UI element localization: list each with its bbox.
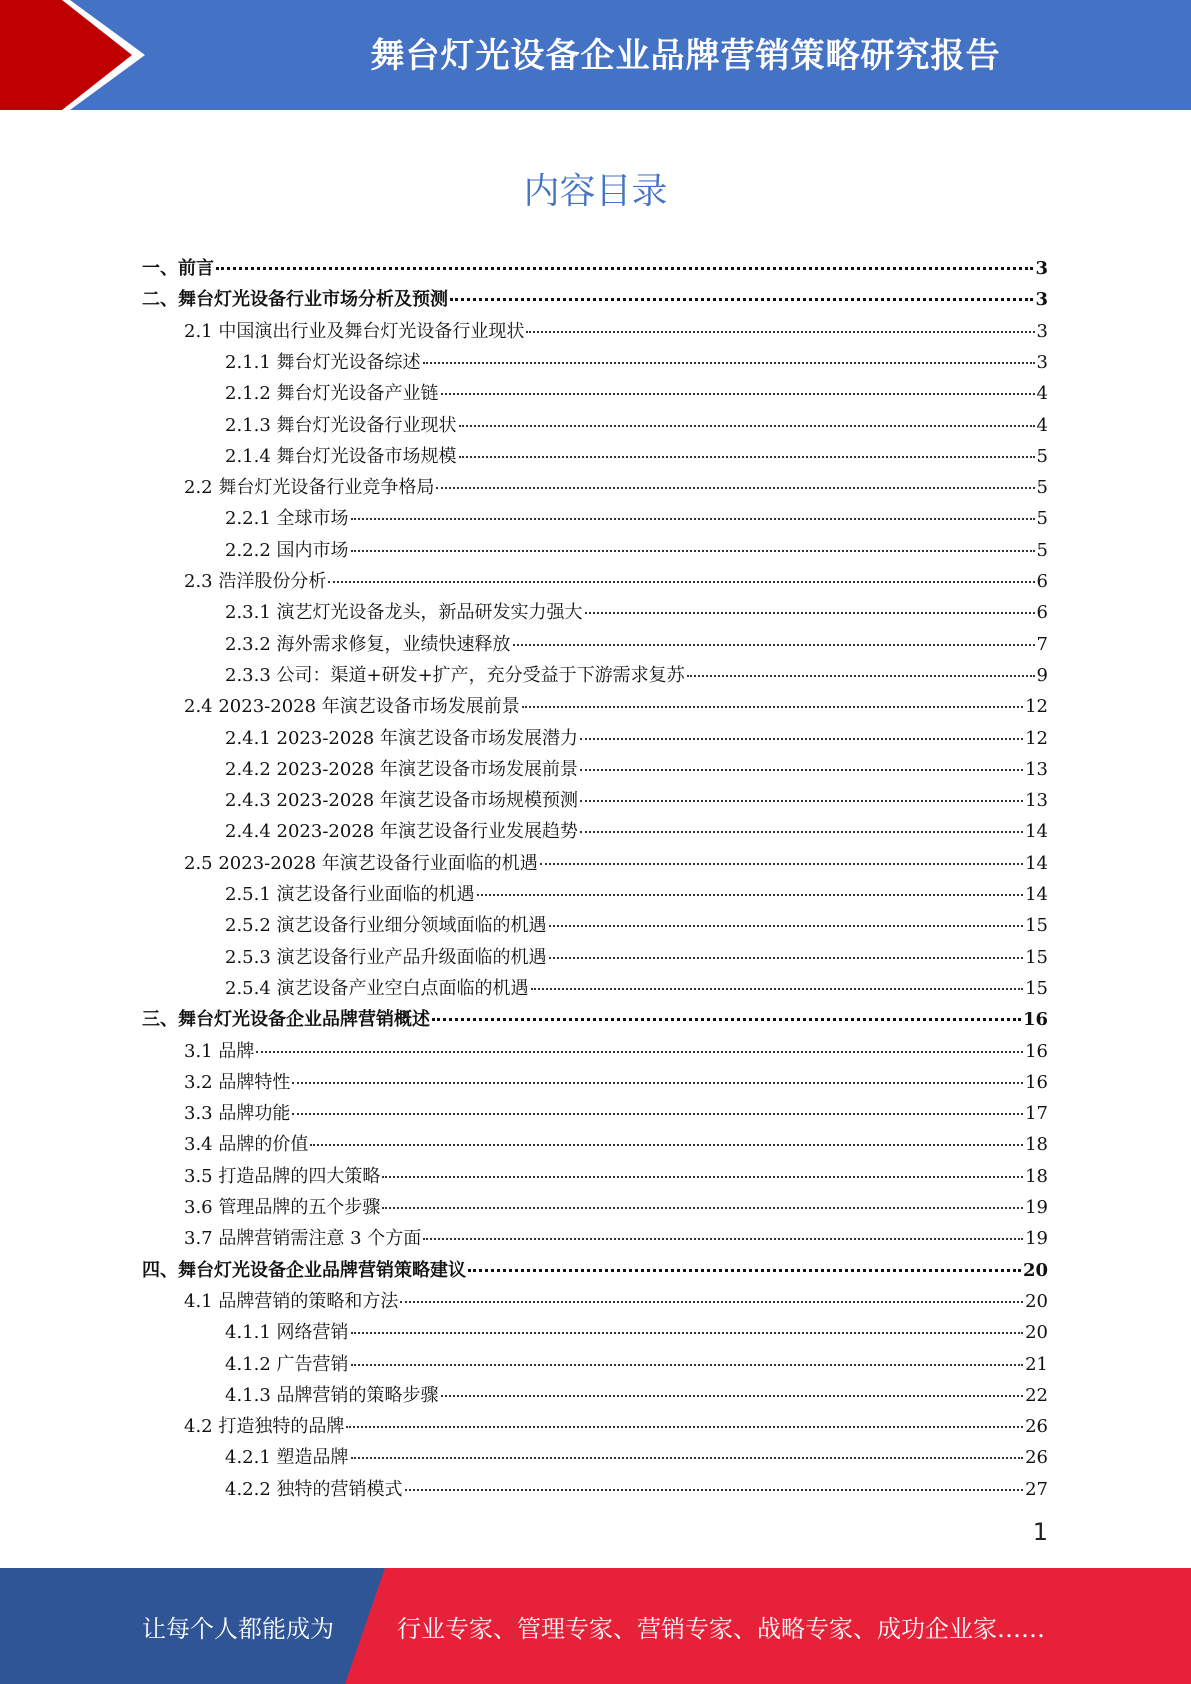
toc-entry[interactable] — [184, 691, 1048, 722]
toc-dot-leader — [346, 1425, 1023, 1428]
toc-entry[interactable] — [225, 597, 1048, 628]
toc-entry-label: 2.3.2 海外需求修复，业绩快速释放 — [225, 633, 511, 655]
toc-entry[interactable] — [225, 1474, 1048, 1505]
toc-entry-page: 13 — [1025, 758, 1048, 780]
toc-entry-label: 2.4.3 2023-2028 年演艺设备市场规模预测 — [225, 790, 578, 812]
toc-entry-page: 5 — [1036, 508, 1048, 530]
toc-entry-page: 15 — [1025, 915, 1048, 937]
toc-entry-page: 3 — [1036, 320, 1048, 342]
toc-entry-label: 2.4.2 2023-2028 年演艺设备市场发展前景 — [225, 758, 578, 780]
toc-entry-page: 4 — [1036, 383, 1048, 405]
toc-dot-leader — [585, 611, 1035, 614]
toc-entry-label: 2.1.3 舞台灯光设备行业现状 — [225, 414, 457, 436]
report-title: 舞台灯光设备企业品牌营销策略研究报告 — [370, 35, 1001, 76]
toc-entry[interactable] — [184, 472, 1048, 503]
page-number: 1 — [1032, 1518, 1048, 1546]
toc-entry-page: 15 — [1025, 946, 1048, 968]
toc-entry-label: 3.5 打造品牌的四大策略 — [184, 1165, 381, 1187]
toc-entry-label: 2.5.3 演艺设备行业产品升级面临的机遇 — [225, 946, 547, 968]
toc-dot-leader — [382, 1175, 1023, 1178]
toc-dot-leader — [351, 1363, 1024, 1366]
toc-entry[interactable] — [225, 973, 1048, 1004]
toc-entry-page: 3 — [1035, 289, 1048, 311]
toc-entry-label: 2.4 2023-2028 年演艺设备市场发展前景 — [184, 696, 520, 718]
toc-entry-page: 26 — [1025, 1416, 1048, 1438]
toc-entry-label: 四、舞台灯光设备企业品牌营销策略建议 — [142, 1259, 466, 1281]
toc-entry[interactable] — [184, 566, 1048, 597]
toc-dot-leader — [310, 1143, 1023, 1146]
toc-entry-label: 3.2 品牌特性 — [184, 1071, 291, 1093]
toc-entry-page: 20 — [1025, 1322, 1048, 1344]
toc-entry-label: 2.5.4 演艺设备产业空白点面临的机遇 — [225, 977, 529, 999]
toc-entry-label: 4.1.1 网络营销 — [225, 1322, 349, 1344]
toc-entry-label: 2.5.1 演艺设备行业面临的机遇 — [225, 884, 475, 905]
toc-entry-label: 2.3.1 演艺灯光设备龙头，新品研发实力强大 — [225, 602, 583, 624]
toc-dot-leader — [459, 455, 1035, 458]
toc-dot-leader — [216, 266, 1033, 270]
toc-entry-page: 3 — [1036, 351, 1048, 373]
toc-entry[interactable] — [184, 1286, 1048, 1317]
toc-dot-leader — [580, 830, 1023, 833]
toc-entry-label: 2.5.2 演艺设备行业细分领域面临的机遇 — [225, 915, 547, 937]
toc-dot-leader — [436, 486, 1034, 489]
toc-entry-page: 5 — [1036, 477, 1048, 499]
toc-entry[interactable] — [225, 535, 1048, 566]
toc-entry-label: 2.5 2023-2028 年演艺设备行业面临的机遇 — [184, 852, 538, 874]
toc-dot-leader — [292, 1112, 1023, 1115]
toc-entry-page: 6 — [1036, 571, 1048, 592]
toc-entry[interactable] — [225, 785, 1048, 816]
toc-entry-page: 17 — [1025, 1103, 1048, 1125]
toc-entry[interactable] — [225, 410, 1048, 441]
toc-entry-label: 2.2.1 全球市场 — [225, 508, 349, 530]
toc-entry-label: 2.4.4 2023-2028 年演艺设备行业发展趋势 — [225, 821, 578, 843]
toc-dot-leader — [580, 799, 1023, 802]
toc-entry[interactable] — [225, 879, 1048, 910]
toc-dot-leader — [477, 893, 1024, 896]
toc-dot-leader — [531, 987, 1024, 990]
footer-banner — [0, 1568, 1191, 1684]
toc-entry-page: 27 — [1025, 1478, 1048, 1500]
toc-entry-page: 12 — [1025, 727, 1048, 749]
toc-entry-page: 3 — [1035, 258, 1048, 279]
toc-entry[interactable] — [184, 1036, 1048, 1067]
toc-entry-page: 13 — [1025, 790, 1048, 812]
toc-entry-page: 9 — [1036, 664, 1048, 686]
toc-dot-leader — [423, 361, 1035, 364]
toc-entry[interactable] — [184, 848, 1048, 879]
toc-entry[interactable] — [225, 660, 1048, 691]
toc-entry[interactable] — [225, 629, 1048, 660]
toc-dot-leader — [580, 768, 1023, 771]
toc-entry[interactable] — [225, 910, 1048, 941]
toc-entry[interactable] — [225, 1317, 1048, 1348]
toc-entry-label: 二、舞台灯光设备行业市场分析及预测 — [142, 289, 448, 311]
toc-entry-label: 2.3 浩洋股份分析 — [184, 571, 327, 592]
toc-dot-leader — [351, 517, 1035, 520]
toc-entry-page: 14 — [1025, 852, 1048, 874]
toc-entry-label: 4.2.1 塑造品牌 — [225, 1447, 349, 1469]
toc-entry-label: 3.3 品牌功能 — [184, 1103, 291, 1125]
toc-entry-label: 3.1 品牌 — [184, 1040, 255, 1062]
footer-slogan-left: 让每个人都能成为 — [142, 1614, 334, 1643]
toc-entry-page: 20 — [1022, 1259, 1048, 1281]
toc-entry-label: 一、前言 — [142, 258, 214, 279]
toc-dot-leader — [351, 1456, 1024, 1459]
toc-entry[interactable] — [225, 754, 1048, 785]
toc-entry-label: 2.2.2 国内市场 — [225, 539, 349, 561]
toc-dot-leader — [328, 580, 1034, 583]
toc-entry-label: 4.2 打造独特的品牌 — [184, 1416, 345, 1438]
toc-entry[interactable] — [225, 1349, 1048, 1380]
toc-entry-page: 7 — [1036, 633, 1048, 655]
toc-dot-leader — [423, 1237, 1023, 1240]
toc-entry-page: 16 — [1022, 1009, 1048, 1031]
toc-dot-leader — [441, 392, 1035, 395]
toc-entry[interactable] — [184, 1223, 1048, 1254]
toc-entry[interactable] — [225, 1442, 1048, 1473]
toc-entry[interactable] — [225, 942, 1048, 973]
toc-dot-leader — [468, 1268, 1021, 1272]
toc-dot-leader — [687, 674, 1035, 677]
toc-dot-leader — [540, 862, 1023, 865]
toc-dot-leader — [459, 424, 1035, 427]
toc-entry-page: 12 — [1025, 696, 1048, 718]
toc-dot-leader — [441, 1394, 1024, 1397]
toc-entry-page: 5 — [1036, 539, 1048, 561]
toc-entry-page: 19 — [1025, 1197, 1048, 1218]
toc-entry-label: 4.2.2 独特的营销模式 — [225, 1478, 403, 1500]
toc-heading: 内容目录 — [523, 171, 668, 212]
toc-entry[interactable] — [225, 378, 1048, 409]
toc-entry-label: 3.7 品牌营销需注意 3 个方面 — [184, 1228, 422, 1250]
toc-entry[interactable] — [225, 1380, 1048, 1411]
toc-entry-page: 18 — [1025, 1165, 1048, 1187]
toc-dot-leader — [400, 1300, 1023, 1303]
toc-entry-page: 26 — [1025, 1447, 1048, 1469]
toc-dot-leader — [450, 297, 1033, 301]
header-banner — [0, 0, 1191, 110]
toc-entry[interactable] — [142, 1255, 1048, 1286]
toc-entry-page: 14 — [1025, 821, 1048, 843]
toc-entry-page: 20 — [1025, 1290, 1048, 1312]
toc-dot-leader — [549, 924, 1024, 927]
toc-entry-page: 19 — [1025, 1228, 1048, 1250]
toc-entry-page: 16 — [1025, 1071, 1048, 1093]
toc-entry[interactable] — [184, 316, 1048, 347]
toc-entry[interactable] — [184, 1098, 1048, 1129]
toc-entry-label: 2.1 中国演出行业及舞台灯光设备行业现状 — [184, 320, 525, 342]
toc-dot-leader — [382, 1206, 1023, 1209]
toc-entry[interactable] — [225, 441, 1048, 472]
toc-entry-page: 5 — [1036, 445, 1048, 467]
toc-entry-page: 22 — [1025, 1384, 1048, 1406]
toc-entry-label: 4.1 品牌营销的策略和方法 — [184, 1290, 399, 1312]
toc-entry[interactable] — [225, 723, 1048, 754]
toc-entry[interactable] — [184, 1129, 1048, 1160]
toc-dot-leader — [522, 705, 1023, 708]
toc-entry-page: 16 — [1025, 1040, 1048, 1062]
toc-entry[interactable] — [184, 1411, 1048, 1442]
toc-entry[interactable] — [142, 284, 1048, 315]
toc-entry[interactable] — [184, 1161, 1048, 1192]
toc-entry-page: 21 — [1025, 1353, 1048, 1375]
toc-dot-leader — [292, 1081, 1023, 1084]
toc-entry-label: 2.1.4 舞台灯光设备市场规模 — [225, 445, 457, 467]
toc-dot-leader — [580, 737, 1023, 740]
toc-entry[interactable] — [184, 1192, 1048, 1223]
toc-entry-page: 15 — [1025, 977, 1048, 999]
toc-dot-leader — [549, 956, 1024, 959]
toc-entry[interactable] — [184, 1067, 1048, 1098]
toc-entry[interactable] — [142, 253, 1048, 284]
toc-entry[interactable] — [225, 816, 1048, 847]
toc-dot-leader — [513, 643, 1035, 646]
toc-entry-label: 三、舞台灯光设备企业品牌营销概述 — [142, 1009, 430, 1031]
toc-dot-leader — [351, 1331, 1024, 1334]
toc-entry-label: 3.4 品牌的价值 — [184, 1134, 309, 1156]
toc-dot-leader — [256, 1050, 1023, 1053]
toc-dot-leader — [526, 330, 1034, 333]
toc-entry-page: 14 — [1025, 884, 1048, 905]
toc-entry-label: 4.1.3 品牌营销的策略步骤 — [225, 1384, 439, 1406]
toc-entry-label: 2.2 舞台灯光设备行业竞争格局 — [184, 477, 435, 499]
toc-entry-label: 2.1.2 舞台灯光设备产业链 — [225, 383, 439, 405]
toc-entry-page: 18 — [1025, 1134, 1048, 1156]
toc-entry-label: 2.1.1 舞台灯光设备综述 — [225, 351, 421, 373]
toc-entry-label: 2.3.3 公司：渠道+研发+扩产，充分受益于下游需求复苏 — [225, 664, 685, 686]
toc-entry-label: 2.4.1 2023-2028 年演艺设备市场发展潜力 — [225, 727, 578, 749]
toc-entry[interactable] — [142, 1004, 1048, 1035]
toc-entry[interactable] — [225, 347, 1048, 378]
toc-entry-label: 4.1.2 广告营销 — [225, 1353, 349, 1375]
toc-entry-page: 4 — [1036, 414, 1048, 436]
toc-entry[interactable] — [225, 503, 1048, 534]
toc-entry-label: 3.6 管理品牌的五个步骤 — [184, 1197, 381, 1218]
toc-dot-leader — [432, 1017, 1021, 1021]
toc-dot-leader — [405, 1488, 1024, 1491]
footer-slogan-right: 行业专家、管理专家、营销专家、战略专家、成功企业家…… — [397, 1614, 1045, 1643]
toc-entry-page: 6 — [1036, 602, 1048, 624]
toc-dot-leader — [351, 549, 1035, 552]
